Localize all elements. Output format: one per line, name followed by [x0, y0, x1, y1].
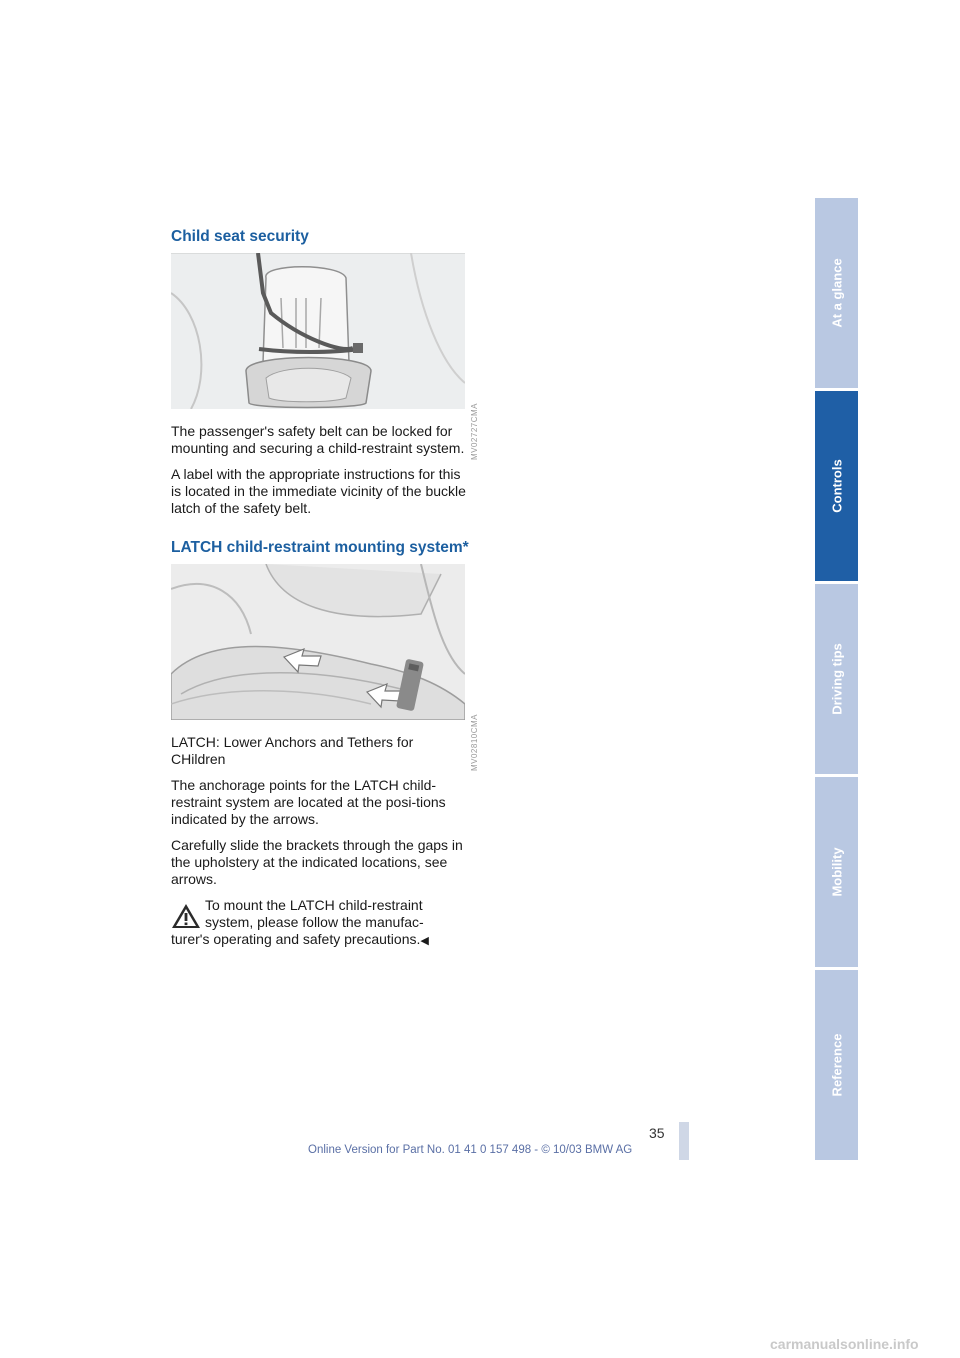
warning-tail-text: turer's operating and safety precautions. — [171, 931, 421, 947]
section-heading-latch: LATCH child-restraint mounting system* — [171, 539, 469, 556]
tab-label: Reference — [829, 1033, 844, 1097]
section-heading-child-seat: Child seat security — [171, 228, 309, 245]
paragraph: LATCH: Lower Anchors and Tethers for CHildren — [171, 734, 414, 767]
page-number-bar — [679, 1122, 689, 1160]
paragraph: A label with the appropriate instructions for this is located in the immediate vicinity of the buckle latch of the safety belt. — [171, 466, 466, 516]
footer-text: Online Version for Part No. 01 41 0 157 498 - © 10/03 BMW AG — [308, 1144, 633, 1156]
tab-at-a-glance[interactable] — [815, 198, 858, 388]
figure-code: MV02810CMA — [470, 714, 479, 772]
tab-label: Driving tips — [829, 643, 844, 715]
warning-text-tail — [171, 931, 471, 950]
tab-controls[interactable] — [815, 391, 858, 581]
warning-triangle-icon — [171, 902, 201, 930]
end-mark-icon: ◀ — [420, 935, 429, 947]
tab-driving-tips[interactable] — [815, 584, 858, 774]
paragraph: Carefully slide the brackets through the gaps in the upholstery at the indicated locations, see arrows. — [171, 837, 463, 887]
tab-mobility[interactable] — [815, 777, 858, 967]
tab-reference[interactable] — [815, 970, 858, 1160]
paragraph: The anchorage points for the LATCH child-restraint system are located at the posi-tions indicated by the arrows. — [171, 777, 446, 827]
figure-code: MV02727CMA — [470, 403, 479, 461]
tab-label: Mobility — [829, 847, 844, 897]
page-content — [171, 228, 479, 959]
warning-note — [171, 897, 471, 950]
child-seat-drawing — [171, 253, 465, 409]
tab-label: Controls — [829, 459, 844, 513]
chapter-tabs — [815, 198, 858, 1163]
latch-drawing — [171, 564, 465, 720]
paragraph: The passenger's safety belt can be locked for mounting and securing a child-restraint system. — [171, 423, 465, 456]
warning-text: To mount the LATCH child-restraint system, please follow the manufac- — [205, 897, 424, 930]
page-number: 35 — [649, 1125, 665, 1141]
watermark: carmanualsonline.info — [770, 1336, 919, 1352]
tab-label: At a glance — [829, 258, 844, 328]
